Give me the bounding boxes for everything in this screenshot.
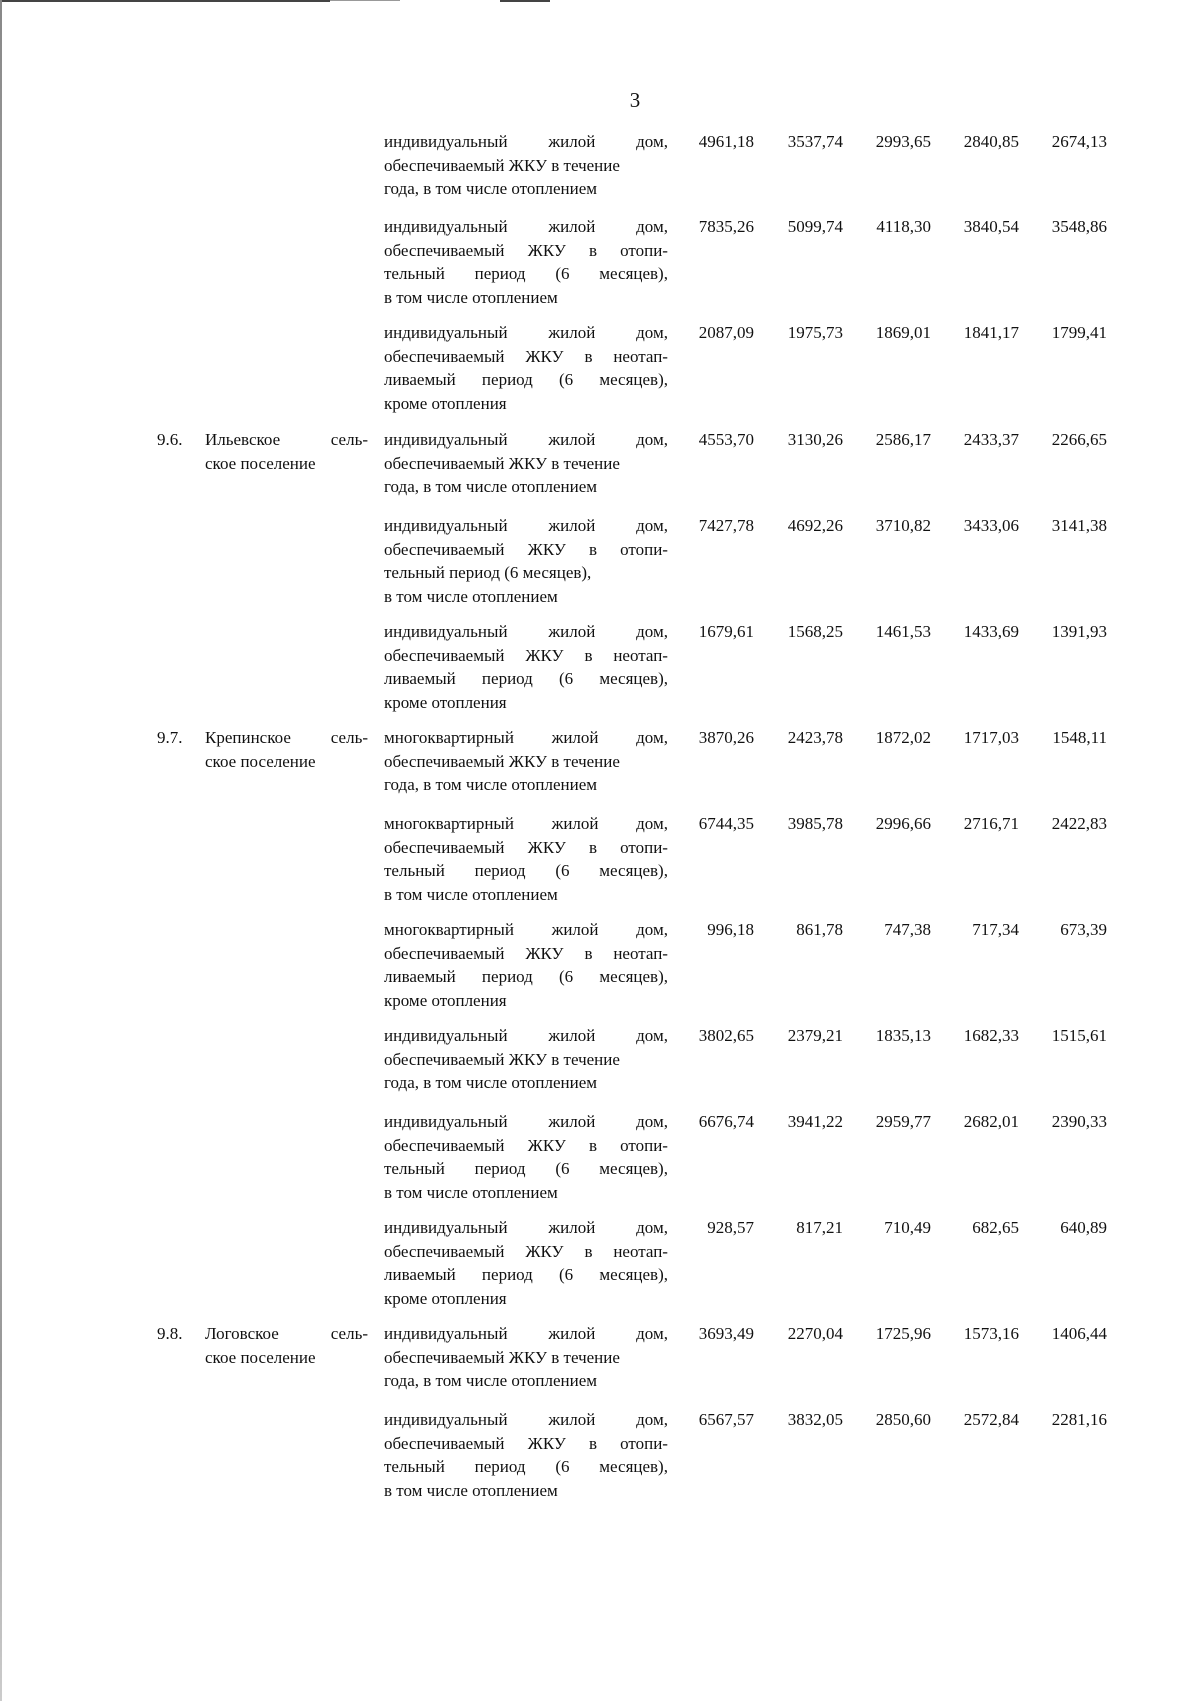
description-line — [384, 1408, 668, 1432]
description-line — [384, 1263, 668, 1287]
description-line — [384, 1479, 668, 1503]
description-word: ЖКУ — [527, 539, 566, 559]
description-word: дом, — [636, 217, 668, 236]
description-word: обеспечиваемый — [384, 539, 505, 559]
housing-type-description — [384, 1024, 668, 1095]
tariff-value-col-4: 1717,03 — [963, 728, 1019, 747]
housing-type-description — [384, 215, 668, 309]
tariff-value-col-2: 2423,78 — [787, 728, 843, 747]
tariff-value-col-4: 3433,06 — [963, 516, 1019, 535]
description-word: обеспечиваемый ЖКУ в течение — [384, 453, 620, 473]
description-word: месяцев), — [599, 370, 668, 389]
tariff-value-col-3: 2586,17 — [875, 430, 931, 449]
tariff-value-col-2: 5099,74 — [787, 217, 843, 236]
description-word: дом, — [636, 132, 668, 151]
description-word: многоквартирный — [384, 920, 514, 939]
description-word: кроме отопления — [384, 393, 507, 413]
description-word: неотап- — [613, 1241, 668, 1261]
tariff-value-col-4: 717,34 — [972, 920, 1019, 939]
description-word: период — [481, 967, 533, 986]
description-word: дом, — [636, 430, 668, 449]
description-line — [384, 154, 668, 178]
tariff-value-col-2: 3832,05 — [787, 1410, 843, 1429]
description-word: (6 — [558, 669, 574, 688]
tariff-value-col-5: 1548,11 — [1052, 728, 1107, 747]
description-word: жилой — [548, 323, 596, 342]
housing-type-description — [384, 514, 668, 608]
description-word: жилой — [551, 814, 599, 833]
settlement-word: ское поселение — [205, 1347, 316, 1367]
description-word: индивидуальный — [384, 1112, 508, 1131]
description-line — [384, 1369, 668, 1393]
housing-type-description — [384, 130, 668, 201]
description-word: обеспечиваемый ЖКУ в течение — [384, 155, 620, 175]
description-word: дом, — [636, 814, 668, 833]
description-word: период — [481, 370, 533, 389]
tariff-value-col-5: 3548,86 — [1051, 217, 1107, 236]
description-word: тельный — [384, 861, 445, 880]
description-word: дом, — [636, 1410, 668, 1429]
settlement-name — [205, 428, 368, 475]
description-line — [384, 1157, 668, 1181]
description-word: года, в том числе отоплением — [384, 477, 597, 496]
description-word: в — [584, 943, 593, 963]
row-number: 9.6. — [157, 430, 183, 449]
description-word: кроме отопления — [384, 692, 507, 712]
description-line — [384, 1181, 668, 1205]
scan-artifact-line — [0, 0, 330, 2]
tariff-value-col-1: 6676,74 — [698, 1112, 754, 1131]
tariff-value-col-4: 3840,54 — [963, 217, 1019, 236]
tariff-value-col-3: 2850,60 — [875, 1410, 931, 1429]
housing-type-description — [384, 812, 668, 906]
tariff-value-col-3: 1872,02 — [875, 728, 931, 747]
description-line — [384, 1322, 668, 1346]
description-word: отопи- — [620, 240, 668, 260]
tariff-value-col-5: 1391,93 — [1051, 622, 1107, 641]
description-word: месяцев), — [599, 1457, 668, 1476]
description-line — [384, 392, 668, 416]
description-word: дом, — [636, 1112, 668, 1131]
description-line — [384, 726, 668, 750]
description-word: обеспечиваемый ЖКУ в течение — [384, 1347, 620, 1367]
description-line — [384, 321, 668, 345]
tariff-value-col-1: 1679,61 — [698, 622, 754, 641]
tariff-value-col-4: 2682,01 — [963, 1112, 1019, 1131]
description-word: неотап- — [613, 645, 668, 665]
tariff-value-col-1: 4553,70 — [698, 430, 754, 449]
description-word: дом, — [636, 622, 668, 641]
description-word: обеспечиваемый ЖКУ в течение — [384, 751, 620, 771]
description-line — [384, 452, 668, 476]
description-line — [384, 989, 668, 1013]
housing-type-description — [384, 1408, 668, 1502]
description-word: (6 — [555, 264, 570, 283]
description-word: дом, — [636, 1324, 668, 1343]
description-word: ЖКУ — [527, 1433, 566, 1453]
settlement-name — [205, 726, 368, 773]
description-line — [384, 691, 668, 715]
description-word: в — [584, 1241, 593, 1261]
tariff-value-col-1: 2087,09 — [698, 323, 754, 342]
description-word: отопи- — [620, 539, 668, 559]
tariff-value-col-1: 3802,65 — [698, 1026, 754, 1045]
description-word: индивидуальный — [384, 1324, 508, 1343]
description-line — [384, 1240, 668, 1264]
tariff-value-col-4: 1841,17 — [963, 323, 1019, 342]
description-line — [384, 965, 668, 989]
tariff-value-col-2: 4692,26 — [787, 516, 843, 535]
page-number: 3 — [629, 88, 641, 112]
description-word: период — [474, 861, 526, 880]
description-word: года, в том числе отоплением — [384, 775, 597, 794]
description-word: кроме отопления — [384, 990, 507, 1010]
tariff-value-col-2: 3985,78 — [787, 814, 843, 833]
description-word: в — [588, 837, 598, 857]
description-word: (6 — [558, 370, 574, 389]
tariff-value-col-1: 928,57 — [707, 1218, 754, 1237]
description-line — [384, 585, 668, 609]
tariff-value-col-1: 3693,49 — [698, 1324, 754, 1343]
housing-type-description — [384, 1322, 668, 1393]
tariff-value-col-3: 1725,96 — [875, 1324, 931, 1343]
description-word: неотап- — [613, 943, 668, 963]
tariff-value-col-3: 2996,66 — [875, 814, 931, 833]
description-line — [384, 1071, 668, 1095]
tariff-value-col-4: 2840,85 — [963, 132, 1019, 151]
description-word: года, в том числе отоплением — [384, 1371, 597, 1390]
tariff-value-col-4: 2716,71 — [963, 814, 1019, 833]
description-word: (6 — [555, 861, 570, 880]
settlement-word: сель- — [330, 1324, 368, 1343]
tariff-value-col-1: 7427,78 — [698, 516, 754, 535]
description-word: года, в том числе отоплением — [384, 1073, 597, 1092]
description-word: отопи- — [620, 837, 668, 857]
description-word: кроме отопления — [384, 1288, 507, 1308]
tariff-value-col-4: 2433,37 — [963, 430, 1019, 449]
tariff-value-col-1: 3870,26 — [698, 728, 754, 747]
tariff-value-col-5: 2281,16 — [1051, 1410, 1107, 1429]
description-word: ЖКУ — [525, 645, 564, 665]
description-word: жилой — [548, 1112, 596, 1131]
description-word: месяцев), — [599, 264, 668, 283]
description-line — [384, 773, 668, 797]
tariff-value-col-5: 673,39 — [1060, 920, 1107, 939]
description-line — [384, 514, 668, 538]
housing-type-description — [384, 321, 668, 415]
description-word: месяцев), — [599, 967, 668, 986]
housing-type-description — [384, 1216, 668, 1310]
description-word: индивидуальный — [384, 1410, 508, 1429]
description-word: жилой — [548, 1026, 596, 1045]
description-word: тельный — [384, 1159, 445, 1178]
description-word: обеспечиваемый — [384, 240, 505, 260]
tariff-value-col-2: 1568,25 — [787, 622, 843, 641]
tariff-value-col-5: 2674,13 — [1051, 132, 1107, 151]
description-word: индивидуальный — [384, 516, 508, 535]
description-word: месяцев), — [599, 1159, 668, 1178]
description-word: ливаемый — [384, 1265, 456, 1284]
tariff-value-col-4: 1433,69 — [963, 622, 1019, 641]
tariff-value-col-2: 3537,74 — [787, 132, 843, 151]
description-word: неотап- — [613, 346, 668, 366]
tariff-value-col-5: 2422,83 — [1051, 814, 1107, 833]
description-word: (6 — [558, 967, 574, 986]
description-word: в — [584, 645, 593, 665]
tariff-value-col-5: 2390,33 — [1051, 1112, 1107, 1131]
description-word: индивидуальный — [384, 132, 508, 151]
description-word: ЖКУ — [527, 837, 566, 857]
description-word: период — [481, 1265, 533, 1284]
description-line — [384, 644, 668, 668]
description-line — [384, 1048, 668, 1072]
description-line — [384, 1134, 668, 1158]
description-word: ЖКУ — [525, 1241, 564, 1261]
housing-type-description — [384, 726, 668, 797]
description-word: индивидуальный — [384, 1026, 508, 1045]
description-word: ливаемый — [384, 669, 456, 688]
tariff-value-col-5: 1799,41 — [1051, 323, 1107, 342]
description-line — [384, 836, 668, 860]
tariff-value-col-4: 2572,84 — [963, 1410, 1019, 1429]
description-word: жилой — [548, 1410, 596, 1429]
description-word: ЖКУ — [525, 346, 564, 366]
description-word: период — [474, 1159, 526, 1178]
tariff-value-col-1: 6567,57 — [698, 1410, 754, 1429]
description-word: индивидуальный — [384, 323, 508, 342]
description-word: тельный — [384, 264, 445, 283]
description-word: обеспечиваемый — [384, 1433, 505, 1453]
tariff-value-col-2: 3941,22 — [787, 1112, 843, 1131]
description-line — [384, 561, 668, 585]
description-line — [384, 883, 668, 907]
description-word: (6 — [555, 1457, 570, 1476]
description-word: ЖКУ — [527, 240, 566, 260]
description-line — [384, 1455, 668, 1479]
description-line — [384, 130, 668, 154]
tariff-value-col-2: 3130,26 — [787, 430, 843, 449]
description-line — [384, 368, 668, 392]
description-word: дом, — [636, 728, 668, 747]
tariff-value-col-2: 817,21 — [796, 1218, 843, 1237]
description-line — [384, 215, 668, 239]
tariff-value-col-5: 3141,38 — [1051, 516, 1107, 535]
description-word: дом, — [636, 920, 668, 939]
tariff-value-col-4: 682,65 — [972, 1218, 1019, 1237]
settlement-name — [205, 1322, 368, 1369]
tariff-value-col-4: 1573,16 — [963, 1324, 1019, 1343]
description-word: в — [588, 539, 598, 559]
description-word: жилой — [548, 132, 596, 151]
description-line — [384, 1432, 668, 1456]
tariff-value-col-5: 2266,65 — [1051, 430, 1107, 449]
description-word: (6 — [558, 1265, 574, 1284]
tariff-value-col-3: 4118,30 — [876, 217, 931, 236]
description-word: в — [588, 240, 598, 260]
description-word: жилой — [548, 1324, 596, 1343]
description-line — [384, 918, 668, 942]
tariff-value-col-3: 747,38 — [884, 920, 931, 939]
tariff-value-col-2: 1975,73 — [787, 323, 843, 342]
description-word: дом, — [636, 323, 668, 342]
tariff-value-col-3: 2959,77 — [875, 1112, 931, 1131]
scan-artifact-line — [500, 0, 550, 2]
description-word: ливаемый — [384, 370, 456, 389]
description-word: в том числе отоплением — [384, 586, 558, 606]
tariff-value-col-1: 6744,35 — [698, 814, 754, 833]
description-line — [384, 859, 668, 883]
description-word: жилой — [548, 622, 596, 641]
description-word: в том числе отоплением — [384, 287, 558, 307]
description-line — [384, 1110, 668, 1134]
tariff-value-col-5: 640,89 — [1060, 1218, 1107, 1237]
housing-type-description — [384, 1110, 668, 1204]
description-line — [384, 345, 668, 369]
tariff-value-col-3: 1461,53 — [875, 622, 931, 641]
tariff-value-col-3: 710,49 — [884, 1218, 931, 1237]
tariff-value-col-1: 996,18 — [707, 920, 754, 939]
description-line — [384, 1024, 668, 1048]
description-line — [384, 538, 668, 562]
tariff-value-col-3: 2993,65 — [875, 132, 931, 151]
description-line — [384, 262, 668, 286]
description-word: в — [588, 1433, 598, 1453]
settlement-word: ское поселение — [205, 751, 316, 771]
description-word: обеспечиваемый — [384, 943, 505, 963]
housing-type-description — [384, 428, 668, 499]
description-line — [384, 1346, 668, 1370]
tariff-value-col-1: 7835,26 — [698, 217, 754, 236]
description-word: многоквартирный — [384, 814, 514, 833]
description-word: обеспечиваемый — [384, 1241, 505, 1261]
description-word: период — [474, 264, 526, 283]
description-line — [384, 812, 668, 836]
housing-type-description — [384, 918, 668, 1012]
settlement-word: сель- — [330, 430, 368, 449]
description-word: индивидуальный — [384, 430, 508, 449]
description-word: индивидуальный — [384, 217, 508, 236]
housing-type-description — [384, 620, 668, 714]
description-word: обеспечиваемый — [384, 346, 505, 366]
settlement-word: Крепинское — [205, 728, 291, 747]
scan-artifact-line — [330, 0, 400, 1]
description-word: период — [474, 1457, 526, 1476]
description-word: индивидуальный — [384, 622, 508, 641]
description-word: обеспечиваемый — [384, 1135, 505, 1155]
description-word: ливаемый — [384, 967, 456, 986]
description-line — [384, 1287, 668, 1311]
description-word: жилой — [548, 217, 596, 236]
description-line — [384, 286, 668, 310]
settlement-word: Ильевское — [205, 430, 281, 449]
tariff-value-col-3: 1869,01 — [875, 323, 931, 342]
description-word: индивидуальный — [384, 1218, 508, 1237]
description-word: обеспечиваемый — [384, 645, 505, 665]
tariff-value-col-4: 1682,33 — [963, 1026, 1019, 1045]
description-line — [384, 177, 668, 201]
description-word: дом, — [636, 516, 668, 535]
tariff-value-col-3: 1835,13 — [875, 1026, 931, 1045]
description-word: тельный — [384, 1457, 445, 1476]
tariff-value-col-3: 3710,82 — [875, 516, 931, 535]
description-word: ЖКУ — [527, 1135, 566, 1155]
description-word: месяцев), — [599, 861, 668, 880]
description-word: жилой — [548, 430, 596, 449]
description-line — [384, 1216, 668, 1240]
row-number: 9.7. — [157, 728, 183, 747]
description-word: в том числе отоплением — [384, 884, 558, 904]
description-word: дом, — [636, 1026, 668, 1045]
description-line — [384, 620, 668, 644]
description-line — [384, 667, 668, 691]
description-word: тельный период (6 месяцев), — [384, 563, 592, 582]
description-word: дом, — [636, 1218, 668, 1237]
settlement-word: сель- — [330, 728, 368, 747]
settlement-word: ское поселение — [205, 453, 316, 473]
tariff-value-col-5: 1515,61 — [1051, 1026, 1107, 1045]
description-word: жилой — [548, 1218, 596, 1237]
description-word: обеспечиваемый — [384, 837, 505, 857]
description-word: (6 — [555, 1159, 570, 1178]
description-word: в том числе отоплением — [384, 1182, 558, 1202]
tariff-value-col-2: 861,78 — [796, 920, 843, 939]
description-word: отопи- — [620, 1433, 668, 1453]
scan-artifact-edge — [0, 0, 2, 1701]
tariff-value-col-5: 1406,44 — [1051, 1324, 1107, 1343]
description-line — [384, 750, 668, 774]
settlement-word: Логовское — [205, 1324, 279, 1343]
tariff-value-col-2: 2379,21 — [787, 1026, 843, 1045]
description-word: в — [584, 346, 593, 366]
description-word: в — [588, 1135, 598, 1155]
description-word: период — [481, 669, 533, 688]
description-line — [384, 239, 668, 263]
description-line — [384, 428, 668, 452]
description-word: года, в том числе отоплением — [384, 179, 597, 198]
description-word: месяцев), — [599, 669, 668, 688]
description-word: отопи- — [620, 1135, 668, 1155]
description-word: обеспечиваемый ЖКУ в течение — [384, 1049, 620, 1069]
description-word: жилой — [551, 728, 599, 747]
description-line — [384, 942, 668, 966]
tariff-value-col-1: 4961,18 — [698, 132, 754, 151]
description-word: ЖКУ — [525, 943, 564, 963]
tariff-value-col-2: 2270,04 — [787, 1324, 843, 1343]
row-number: 9.8. — [157, 1324, 183, 1343]
description-word: многоквартирный — [384, 728, 514, 747]
description-word: жилой — [548, 516, 596, 535]
description-word: в том числе отоплением — [384, 1480, 558, 1500]
description-line — [384, 475, 668, 499]
description-word: жилой — [551, 920, 599, 939]
description-word: месяцев), — [599, 1265, 668, 1284]
